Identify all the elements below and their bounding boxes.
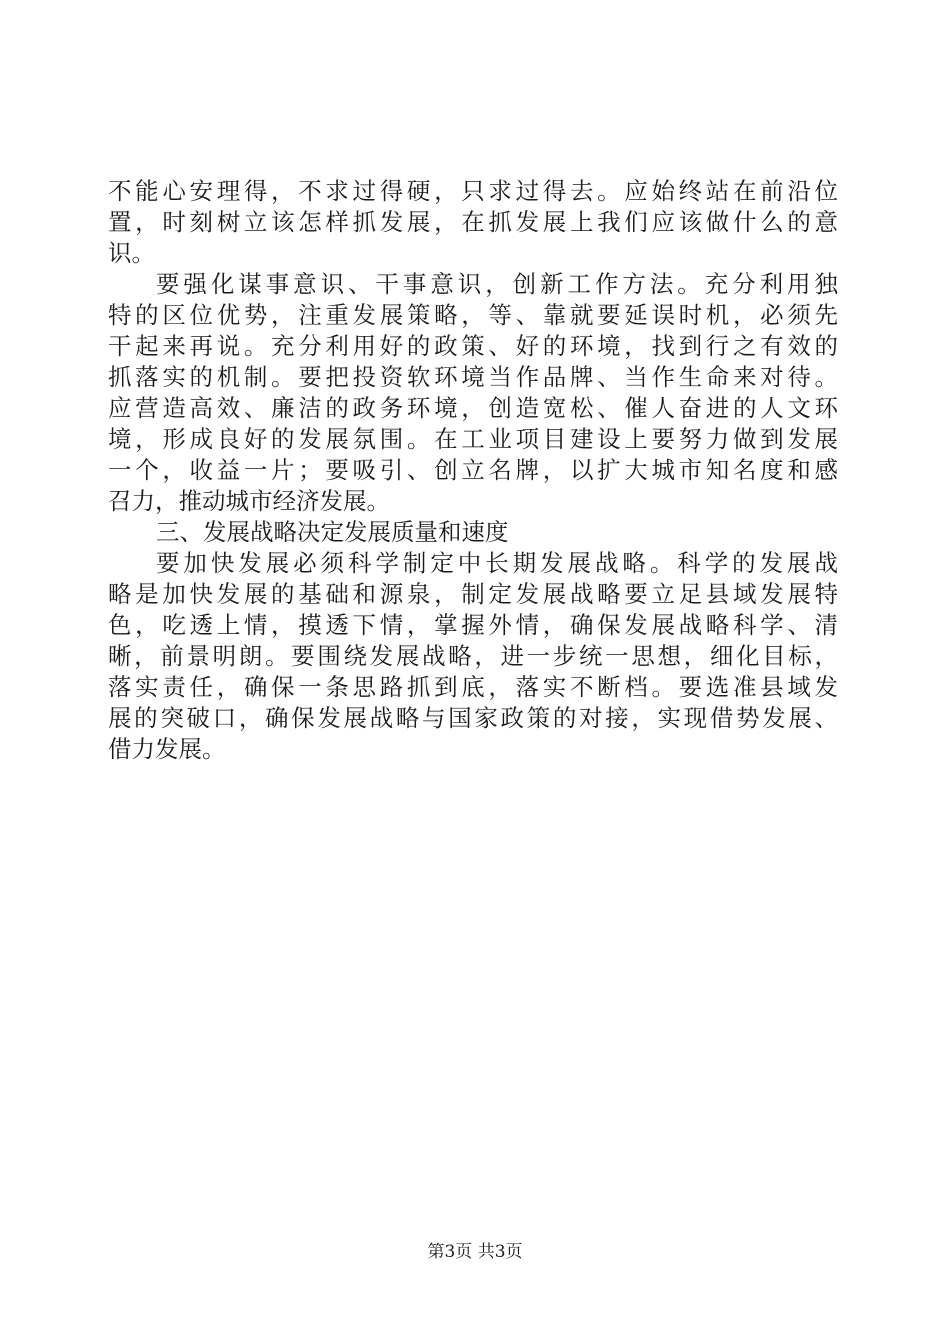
section-heading: 三、发展战略决定发展质量和速度 [156, 518, 509, 546]
page-footer: 第3页 共3页 [427, 1242, 523, 1262]
paragraph-first-line: 要加快发展必须科学制定中长期发展战略。科学的发展战 [156, 549, 838, 577]
text-line: 晰，前景明朗。要围绕发展战略，进一步统一思想，细化目标， [108, 642, 838, 670]
text-line: 一个，收益一片；要吸引、创立名牌，以扩大城市知名度和感 [108, 456, 838, 484]
text-line: 借力发展。 [108, 735, 226, 763]
text-line: 略是加快发展的基础和源泉，制定发展战略要立足县域发展特 [108, 580, 838, 608]
text-line: 召力，推动城市经济发展。 [108, 487, 390, 515]
text-line: 置，时刻树立该怎样抓发展，在抓发展上我们应该做什么的意 [108, 208, 838, 236]
text-line: 应营造高效、廉洁的政务环境，创造宽松、催人奋进的人文环 [108, 394, 838, 422]
text-line: 抓落实的机制。要把投资软环境当作品牌、当作生命来对待。 [108, 363, 838, 391]
text-line: 落实责任，确保一条思路抓到底，落实不断档。要选准县域发 [108, 673, 838, 701]
text-line: 识。 [108, 239, 155, 267]
document-body [108, 176, 838, 765]
text-line: 干起来再说。充分利用好的政策、好的环境，找到行之有效的 [108, 332, 838, 360]
text-line: 展的突破口，确保发展战略与国家政策的对接，实现借势发展、 [108, 704, 838, 732]
text-line: 特的区位优势，注重发展策略，等、靠就要延误时机，必须先 [108, 301, 838, 329]
text-line: 不能心安理得，不求过得硬，只求过得去。应始终站在前沿位 [108, 177, 838, 205]
text-line: 境，形成良好的发展氛围。在工业项目建设上要努力做到发展 [108, 425, 838, 453]
text-line: 色，吃透上情，摸透下情，掌握外情，确保发展战略科学、清 [108, 611, 838, 639]
paragraph-first-line: 要强化谋事意识、干事意识，创新工作方法。充分利用独 [156, 270, 838, 298]
